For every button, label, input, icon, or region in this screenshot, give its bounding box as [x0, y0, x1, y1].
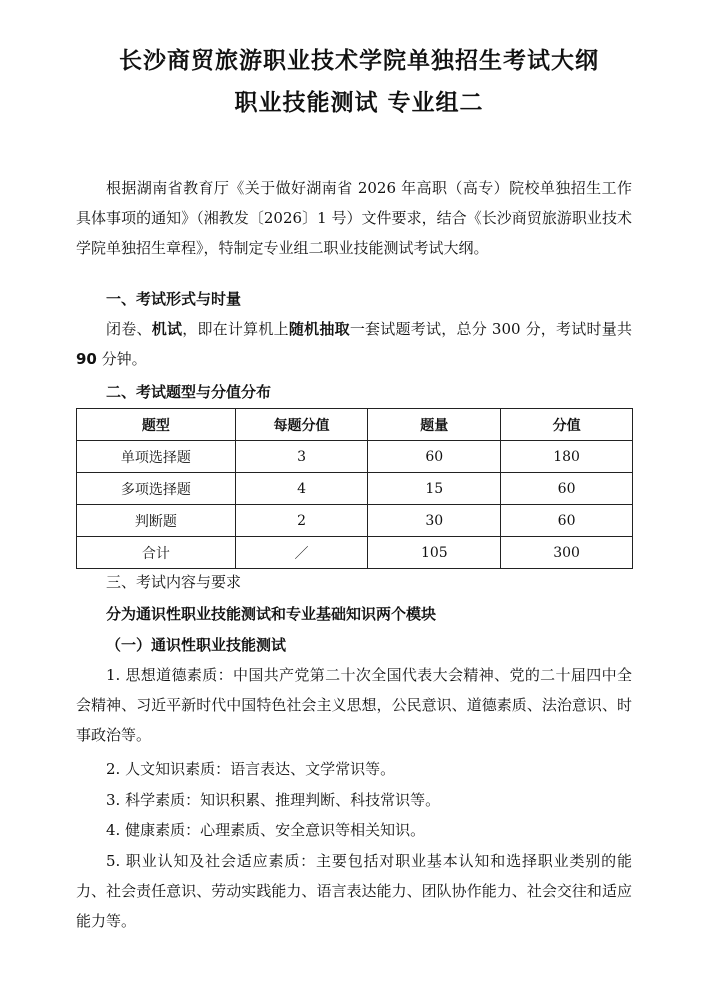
page-subtitle: 职业技能测试 专业组二 — [234, 90, 484, 116]
table-total-row — [77, 537, 633, 569]
list-item: 1. 思想道德素质：中国共产党第二十次全国代表大会精神、党的二十届四中全会精神、习近平新时代中国特色社会主义思想，公民意识、道德素质、法治意识、时事政治等。 — [76, 666, 632, 744]
section1-heading: 一、考试形式与时量 — [106, 290, 242, 308]
table-cell: 180 — [501, 441, 633, 473]
section2-heading: 二、考试题型与分值分布 — [106, 383, 272, 401]
table-cell: 30 — [368, 505, 501, 537]
section3-heading: 三、考试内容与要求 — [106, 573, 242, 591]
subsection-heading: （一）通识性职业技能测试 — [106, 636, 287, 654]
column-header: 题型 — [77, 409, 236, 441]
table-cell: ／ — [235, 537, 368, 569]
score-table — [76, 408, 633, 569]
table-cell: 60 — [501, 473, 633, 505]
table-cell: 60 — [501, 505, 633, 537]
table-row — [77, 441, 633, 473]
list-item: 2. 人文知识素质：语言表达、文学常识等。 — [106, 760, 396, 778]
column-header: 题量 — [368, 409, 501, 441]
list-item: 5. 职业认知及社会适应素质：主要包括对职业基本认知和选择职业类别的能力、社会责任意识、劳动实践能力、语言表达能力、团队协作能力、社会交往和适应能力等。 — [76, 852, 632, 930]
section1-paragraph: 闭卷、机试，即在计算机上随机抽取一套试题考试，总分 300 分，考试时量共 90 分钟。 — [76, 320, 632, 368]
column-header: 分值 — [501, 409, 633, 441]
table-cell: 105 — [368, 537, 501, 569]
modules-heading: 分为通识性职业技能测试和专业基础知识两个模块 — [106, 605, 437, 623]
table-cell: 4 — [235, 473, 368, 505]
table-cell: 单项选择题 — [77, 441, 236, 473]
list-item: 4. 健康素质：心理素质、安全意识等相关知识。 — [106, 821, 426, 839]
table-cell: 多项选择题 — [77, 473, 236, 505]
page-title: 长沙商贸旅游职业技术学院单独招生考试大纲 — [119, 48, 599, 74]
table-cell: 60 — [368, 441, 501, 473]
table-cell: 3 — [235, 441, 368, 473]
table-cell: 15 — [368, 473, 501, 505]
table-header-row — [77, 409, 633, 441]
table-row — [77, 505, 633, 537]
intro-paragraph: 根据湖南省教育厅《关于做好湖南省 2026 年高职（高专）院校单独招生工作具体事项的通知》（湘教发〔2026〕1 号）文件要求，结合《长沙商贸旅游职业技术学院单独招生章程》，特制定专业组二职业技能测试考试大纲。 — [76, 179, 632, 257]
list-item: 3. 科学素质：知识积累、推理判断、科技常识等。 — [106, 791, 441, 809]
table-cell: 300 — [501, 537, 633, 569]
table-cell: 判断题 — [77, 505, 236, 537]
table-row — [77, 473, 633, 505]
table-cell: 2 — [235, 505, 368, 537]
table-cell: 合计 — [77, 537, 236, 569]
column-header: 每题分值 — [235, 409, 368, 441]
